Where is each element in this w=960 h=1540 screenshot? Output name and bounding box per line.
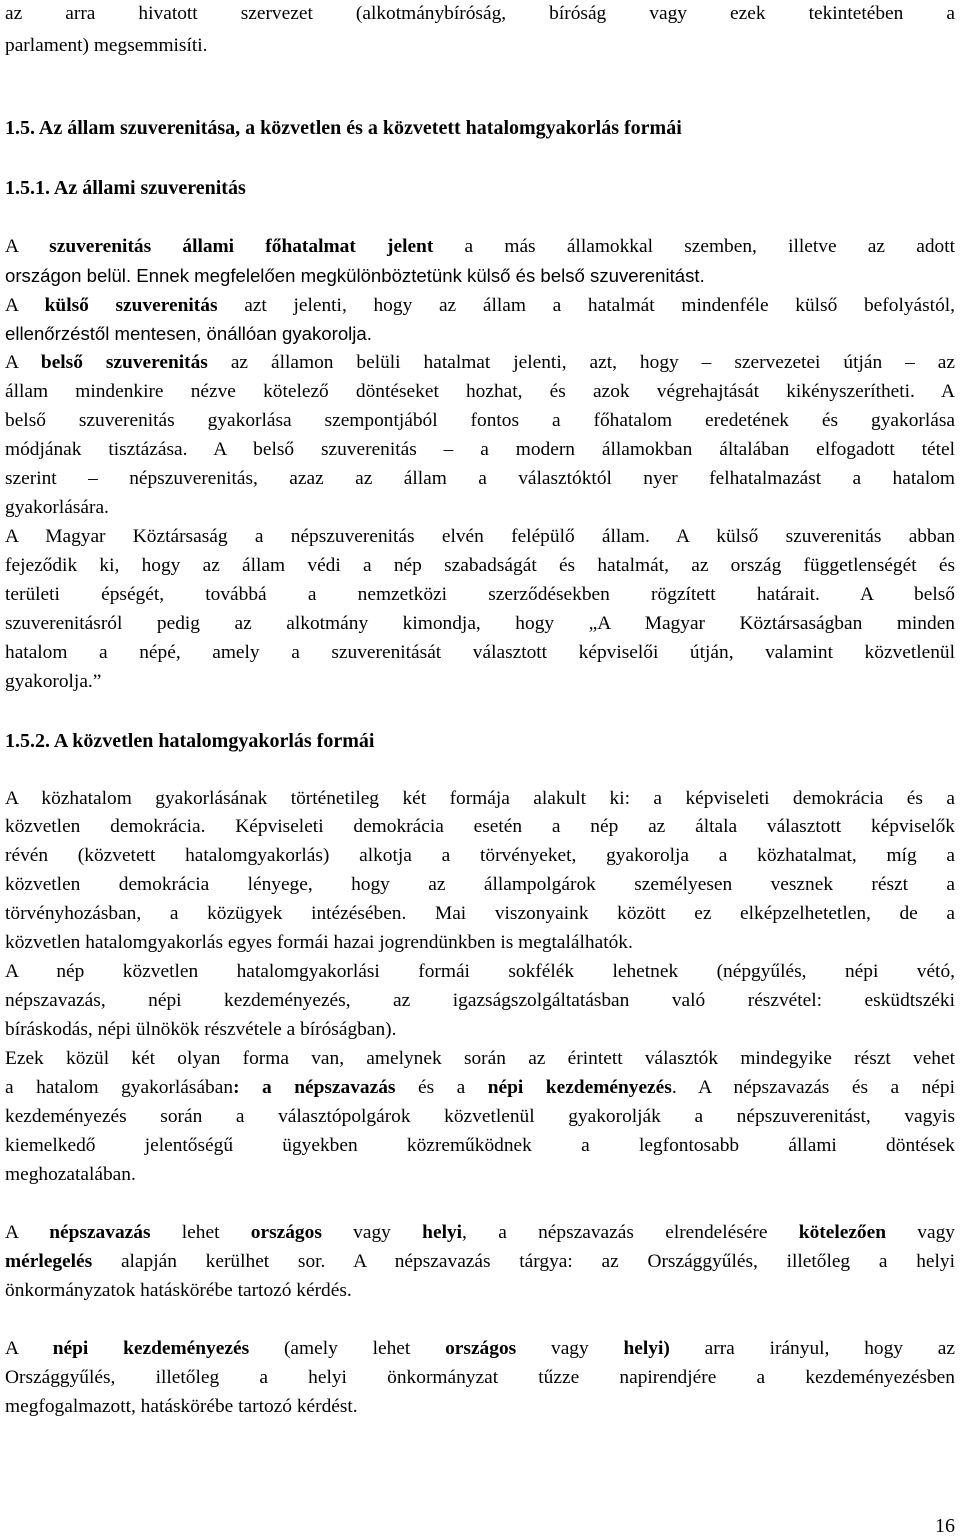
text-line [5, 349, 955, 377]
text-span: a hatalom gyakorlásában [5, 1077, 234, 1098]
text-line [5, 1364, 955, 1392]
text-span: közvetlen demokrácia. Képviseleti demokrácia esetén a nép az általa választott képviselők [5, 816, 955, 837]
text-span: közvetlen hatalomgyakorlás egyes formái hazai jogrendünkben is megtalálhatók. [5, 932, 633, 953]
text-span: országon belül. Ennek megfelelően megkülönböztetünk külső és belső szuverenitást. [5, 265, 705, 286]
text-span: parlament) megsemmisíti. [5, 35, 208, 56]
text-line [5, 1393, 955, 1421]
text-span: Ezek közül két olyan forma van, amelynek során az érintett választók mindegyike részt vehet [5, 1048, 955, 1069]
text-line [5, 785, 955, 813]
text-line [5, 1132, 955, 1160]
text-line [5, 813, 955, 841]
section-heading [5, 727, 955, 755]
bold-text: népszavazás [49, 1222, 151, 1243]
page-number: 16 [935, 1515, 955, 1537]
text-span: az arra hivatott szervezet (alkotmánybíróság, bíróság vagy ezek tekintetében a [5, 3, 955, 24]
text-span: A [5, 1338, 53, 1359]
text-line [5, 987, 955, 1015]
text-span: A [5, 295, 45, 316]
text-span: A nép közvetlen hatalomgyakorlási formái sokfélék lehetnek (népgyűlés, népi vétó, [5, 961, 955, 982]
text-span: kiemelkedő jelentőségű ügyekben közreműködnek a legfontosabb állami döntések [5, 1135, 955, 1156]
text-span: arra irányul, hogy az [669, 1338, 955, 1359]
bold-text: : a népszavazás [233, 1077, 396, 1098]
text-span: A [5, 352, 41, 373]
text-span: a más államokkal szemben, illetve az adott [433, 236, 956, 257]
text-span: megfogalmazott, hatáskörébe tartozó kérdést. [5, 1396, 358, 1417]
text-line [5, 639, 955, 667]
text-span: és a [395, 1077, 488, 1098]
text-span: állam mindenkire nézve kötelező döntéseket hozhat, és azok végrehajtását kikényszerítheti. A [5, 381, 955, 402]
text-span: 1.5. Az állam szuverenitása, a közvetlen és a közvetett hatalomgyakorlás formái [5, 117, 682, 139]
text-span: alapján kerülhet sor. A népszavazás tárgya: az Országgyűlés, illetőleg a helyi [92, 1251, 955, 1272]
bold-text: kötelezően [798, 1222, 887, 1243]
text-span: önkormányzatok hatáskörébe tartozó kérdés. [5, 1280, 352, 1301]
text-line [5, 320, 955, 348]
text-span: szerint – népszuverenitás, azaz az állam a választóktól nyer felhatalmazást a hatalom [5, 468, 955, 489]
text-line [5, 1074, 955, 1102]
bold-text: belső szuverenitás [40, 352, 208, 373]
text-span: hatalom a népé, amely a szuverenitását választott képviselői útján, valamint közvetlenül [5, 642, 955, 663]
text-span: 1.5.2. A közvetlen hatalomgyakorlás formái [5, 730, 375, 752]
text-span: az államon belüli hatalmat jelenti, azt, hogy – szervezetei útján – az [207, 352, 955, 373]
text-line [5, 581, 955, 609]
text-span: belső szuverenitás gyakorlása szempontjából fontos a főhatalom eredetének és gyakorlása [5, 410, 955, 431]
text-span: fejeződik ki, hogy az állam védi a nép szabadságát és hatalmát, az ország függetlenségét és [5, 555, 955, 576]
bold-text: országos [445, 1338, 517, 1359]
text-span: vagy [321, 1222, 423, 1243]
text-span: meghozatalában. [5, 1164, 136, 1185]
bold-text: helyi) [623, 1338, 670, 1359]
text-span: . A népszavazás és a népi [671, 1077, 955, 1098]
text-line [5, 610, 955, 638]
bold-text: országos [250, 1222, 322, 1243]
text-span: módjának tisztázása. A belső szuverenitás – a modern államokban általában elfogadott tétel [5, 439, 955, 460]
bold-text: helyi [422, 1222, 463, 1243]
text-span: vagy [516, 1338, 624, 1359]
text-span: A [5, 1222, 50, 1243]
text-span: népszavazás, népi kezdeményezés, az igazságszolgáltatásban való részvétel: esküdtszéki [5, 990, 955, 1011]
text-span: szuverenitásról pedig az alkotmány kimondja, hogy „A Magyar Köztársaságban minden [5, 613, 955, 634]
text-span: A közhatalom gyakorlásának történetileg két formája alakult ki: a képviseleti demokrácia és a [5, 788, 955, 809]
text-line [5, 32, 955, 60]
bold-text: külső szuverenitás [44, 295, 218, 316]
text-span: A Magyar Köztársaság a népszuverenitás elvén felépülő állam. A külső szuverenitás abban [5, 526, 955, 547]
text-line [5, 1248, 955, 1276]
text-line [5, 958, 955, 986]
text-line [5, 929, 955, 957]
bold-text: népi kezdeményezés [52, 1338, 250, 1359]
text-span: vagy [886, 1222, 956, 1243]
bold-text: szuverenitás állami főhatalmat jelent [49, 236, 434, 257]
text-line [5, 1335, 955, 1363]
text-line [5, 465, 955, 493]
text-line [5, 262, 955, 290]
text-span: közvetlen demokrácia lényege, hogy az állampolgárok személyesen vesznek részt a [5, 874, 955, 895]
section-heading [5, 114, 955, 142]
text-line [5, 233, 955, 261]
text-span: Országgyűlés, illetőleg a helyi önkormányzat tűzze napirendjére a kezdeményezésben [5, 1367, 955, 1388]
text-span: bíráskodás, népi ülnökök részvétele a bíróságban). [5, 1019, 397, 1040]
text-span: kezdeményezés során a választópolgárok közvetlenül gyakorolják a népszuverenitást, vagyis [5, 1106, 955, 1127]
bold-text: mérlegelés [5, 1251, 93, 1272]
text-span: területi épségét, továbbá a nemzetközi szerződésekben rögzített határait. A belső [5, 584, 955, 605]
text-span: (amely lehet [249, 1338, 446, 1359]
text-span: , a népszavazás elrendelésére [462, 1222, 799, 1243]
text-line [5, 1016, 955, 1044]
text-span: azt jelenti, hogy az állam a hatalmát mindenféle külső befolyástól, [217, 295, 955, 316]
text-line [5, 900, 955, 928]
text-span: ellenőrzéstől mentesen, önállóan gyakorolja. [5, 323, 372, 344]
text-span: révén (közvetett hatalomgyakorlás) alkotja a törvényeket, gyakorolja a közhatalmat, míg a [5, 845, 955, 866]
bold-text: népi kezdeményezés [487, 1077, 672, 1098]
text-line [5, 1161, 955, 1189]
text-line [5, 523, 955, 551]
text-line [5, 494, 955, 522]
text-line [5, 552, 955, 580]
text-line [5, 378, 955, 406]
text-line [5, 407, 955, 435]
text-line [5, 292, 955, 320]
text-line [5, 842, 955, 870]
text-line [5, 1219, 955, 1247]
text-line [5, 1103, 955, 1131]
text-span: törvényhozásban, a közügyek intézésében. Mai viszonyaink között ez elképzelhetetlen, de a [5, 903, 955, 924]
text-line [5, 1277, 955, 1305]
text-span: 1.5.1. Az állami szuverenitás [5, 177, 246, 199]
text-line [5, 1045, 955, 1073]
text-line [5, 668, 955, 696]
text-span: gyakorolja.” [5, 671, 102, 692]
text-line [5, 0, 955, 28]
text-span: gyakorlására. [5, 497, 109, 518]
text-line [5, 436, 955, 464]
text-line [5, 871, 955, 899]
section-heading [5, 174, 955, 202]
text-span: lehet [150, 1222, 251, 1243]
text-span: A [5, 236, 50, 257]
